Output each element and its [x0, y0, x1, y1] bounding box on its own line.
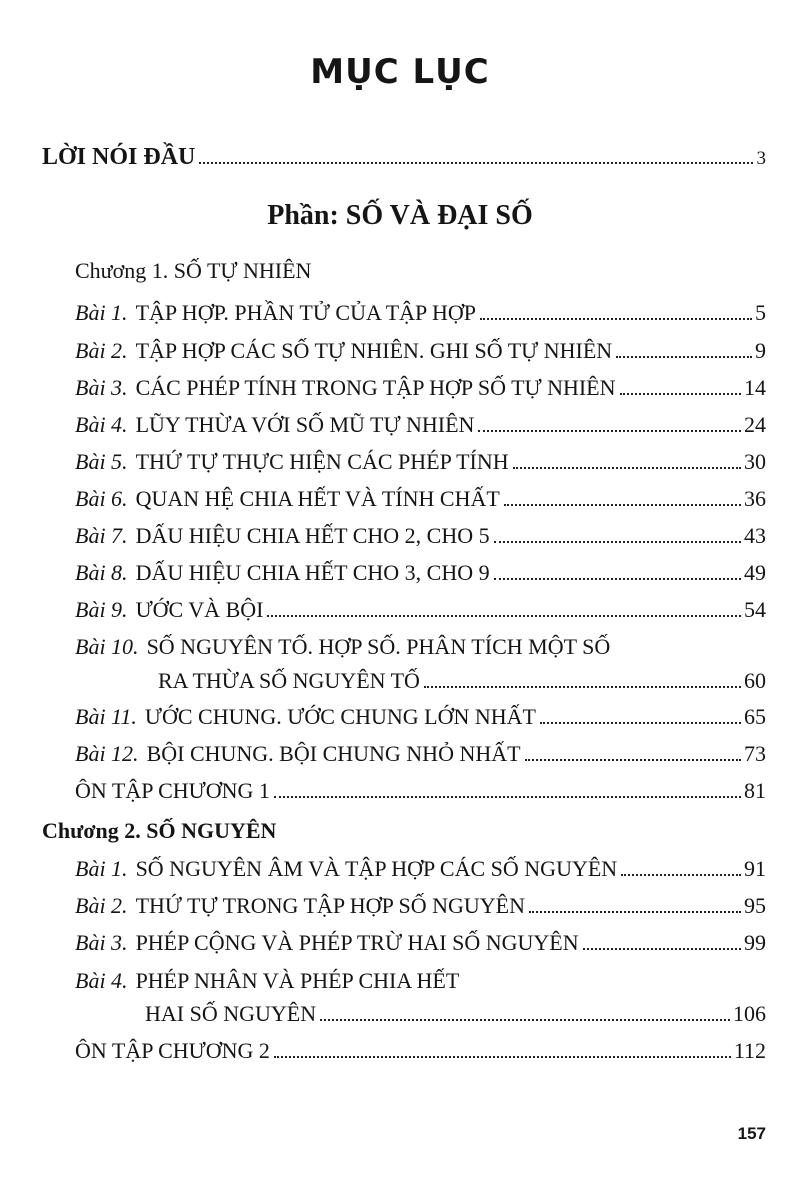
dot-leader: [504, 504, 741, 506]
toc-entry-continuation[interactable]: [158, 668, 766, 694]
lesson-page: 106: [733, 1001, 766, 1026]
dot-leader: [478, 430, 741, 432]
lesson-title: THỨ TỰ THỰC HIỆN CÁC PHÉP TÍNH: [135, 449, 509, 474]
lesson-page: 73: [744, 741, 766, 766]
toc-entry[interactable]: [75, 449, 766, 475]
lesson-page: 65: [744, 704, 766, 729]
chapter-title: Chương 1. SỐ TỰ NHIÊN: [75, 258, 312, 283]
lesson-label: Bài 10.: [75, 634, 139, 659]
lesson-page: 9: [755, 338, 766, 363]
lesson-label: Bài 6.: [75, 486, 128, 511]
lesson-title-line2: RA THỪA SỐ NGUYÊN TỐ: [158, 668, 420, 693]
lesson-label: Bài 7.: [75, 523, 128, 548]
lesson-page: 99: [744, 930, 766, 955]
toc-entry[interactable]: [75, 375, 766, 401]
toc-entry[interactable]: [75, 741, 766, 767]
page-title: MỤC LỤC: [310, 52, 490, 92]
lesson-page: 60: [744, 668, 766, 693]
dot-leader: [267, 615, 741, 617]
lesson-page: 95: [744, 893, 766, 918]
chapter-title: Chương 2. SỐ NGUYÊN: [42, 818, 277, 843]
toc-entry[interactable]: [75, 560, 766, 586]
dot-leader: [199, 162, 752, 164]
lesson-label: Bài 3.: [75, 375, 128, 400]
dot-leader: [616, 356, 752, 358]
lesson-label: Bài 1.: [75, 856, 128, 881]
lesson-title: BỘI CHUNG. BỘI CHUNG NHỎ NHẤT: [146, 741, 521, 766]
lesson-page: 24: [744, 412, 766, 437]
toc-entry-continuation[interactable]: [145, 1001, 766, 1027]
lesson-page: 5: [755, 300, 766, 325]
dot-leader: [494, 541, 741, 543]
dot-leader: [494, 578, 741, 580]
lesson-label: Bài 9.: [75, 597, 128, 622]
lesson-page: 49: [744, 560, 766, 585]
lesson-title: ƯỚC CHUNG. ƯỚC CHUNG LỚN NHẤT: [144, 704, 536, 729]
toc-entry[interactable]: [75, 523, 766, 549]
lesson-title: TẬP HỢP CÁC SỐ TỰ NHIÊN. GHI SỐ TỰ NHIÊN: [135, 338, 613, 363]
lesson-title: QUAN HỆ CHIA HẾT VÀ TÍNH CHẤT: [135, 486, 500, 511]
lesson-title: SỐ NGUYÊN TỐ. HỢP SỐ. PHÂN TÍCH MỘT SỐ: [146, 634, 611, 659]
toc-entry[interactable]: [75, 704, 766, 730]
dot-leader: [320, 1019, 730, 1021]
page-number: 157: [737, 1124, 766, 1143]
toc-entry-multiline[interactable]: [75, 968, 766, 994]
dot-leader: [274, 796, 741, 798]
review-page: 81: [744, 778, 766, 803]
dot-leader: [525, 759, 741, 761]
lesson-label: Bài 2.: [75, 338, 128, 363]
toc-entry[interactable]: [75, 300, 766, 326]
chapter-heading[interactable]: [75, 258, 311, 284]
dot-leader: [274, 1056, 731, 1058]
lesson-page: 91: [744, 856, 766, 881]
dot-leader: [480, 318, 752, 320]
toc-entry-review[interactable]: [75, 1038, 766, 1064]
part-heading: Phần: SỐ VÀ ĐẠI SỐ: [267, 200, 533, 231]
chapter-heading[interactable]: [42, 818, 276, 844]
entry-title: LỜI NÓI ĐẦU: [42, 144, 196, 170]
toc-entry[interactable]: [75, 338, 766, 364]
lesson-label: Bài 11.: [75, 704, 137, 729]
lesson-title: THỨ TỰ TRONG TẬP HỢP SỐ NGUYÊN: [135, 893, 525, 918]
lesson-label: Bài 4.: [75, 968, 128, 993]
lesson-title: LŨY THỪA VỚI SỐ MŨ TỰ NHIÊN: [135, 412, 475, 437]
dot-leader: [583, 948, 741, 950]
review-title: ÔN TẬP CHƯƠNG 2: [75, 1038, 270, 1063]
lesson-title: TẬP HỢP. PHẦN TỬ CỦA TẬP HỢP: [135, 300, 476, 325]
dot-leader: [620, 393, 741, 395]
lesson-title-line2: HAI SỐ NGUYÊN: [145, 1001, 317, 1026]
toc-entry[interactable]: [75, 597, 766, 623]
toc-entry[interactable]: [75, 486, 766, 512]
dot-leader: [621, 874, 741, 876]
review-title: ÔN TẬP CHƯƠNG 1: [75, 778, 270, 803]
dot-leader: [513, 467, 741, 469]
dot-leader: [529, 911, 741, 913]
lesson-title: ƯỚC VÀ BỘI: [135, 597, 264, 622]
lesson-title: SỐ NGUYÊN ÂM VÀ TẬP HỢP CÁC SỐ NGUYÊN: [135, 856, 618, 881]
toc-entry[interactable]: [75, 930, 766, 956]
toc-entry[interactable]: [75, 412, 766, 438]
toc-entry[interactable]: [75, 856, 766, 882]
lesson-label: Bài 12.: [75, 741, 139, 766]
dot-leader: [540, 722, 741, 724]
lesson-page: 14: [744, 375, 766, 400]
lesson-label: Bài 1.: [75, 300, 128, 325]
review-page: 112: [733, 1038, 766, 1063]
lesson-label: Bài 3.: [75, 930, 128, 955]
lesson-page: 54: [744, 597, 766, 622]
toc-entry[interactable]: [75, 893, 766, 919]
lesson-title: CÁC PHÉP TÍNH TRONG TẬP HỢP SỐ TỰ NHIÊN: [135, 375, 616, 400]
lesson-page: 36: [744, 486, 766, 511]
lesson-label: Bài 4.: [75, 412, 128, 437]
toc-entry-review[interactable]: [75, 778, 766, 804]
lesson-title: PHÉP NHÂN VÀ PHÉP CHIA HẾT: [135, 968, 460, 993]
toc-entry-multiline[interactable]: [75, 634, 766, 660]
lesson-title: DẤU HIỆU CHIA HẾT CHO 3, CHO 9: [135, 560, 490, 585]
lesson-label: Bài 8.: [75, 560, 128, 585]
lesson-title: DẤU HIỆU CHIA HẾT CHO 2, CHO 5: [135, 523, 490, 548]
lesson-label: Bài 5.: [75, 449, 128, 474]
lesson-label: Bài 2.: [75, 893, 128, 918]
dot-leader: [424, 686, 741, 688]
entry-page: 3: [756, 148, 766, 169]
toc-entry-preface[interactable]: [42, 144, 766, 171]
lesson-page: 30: [744, 449, 766, 474]
lesson-title: PHÉP CỘNG VÀ PHÉP TRỪ HAI SỐ NGUYÊN: [135, 930, 579, 955]
lesson-page: 43: [744, 523, 766, 548]
